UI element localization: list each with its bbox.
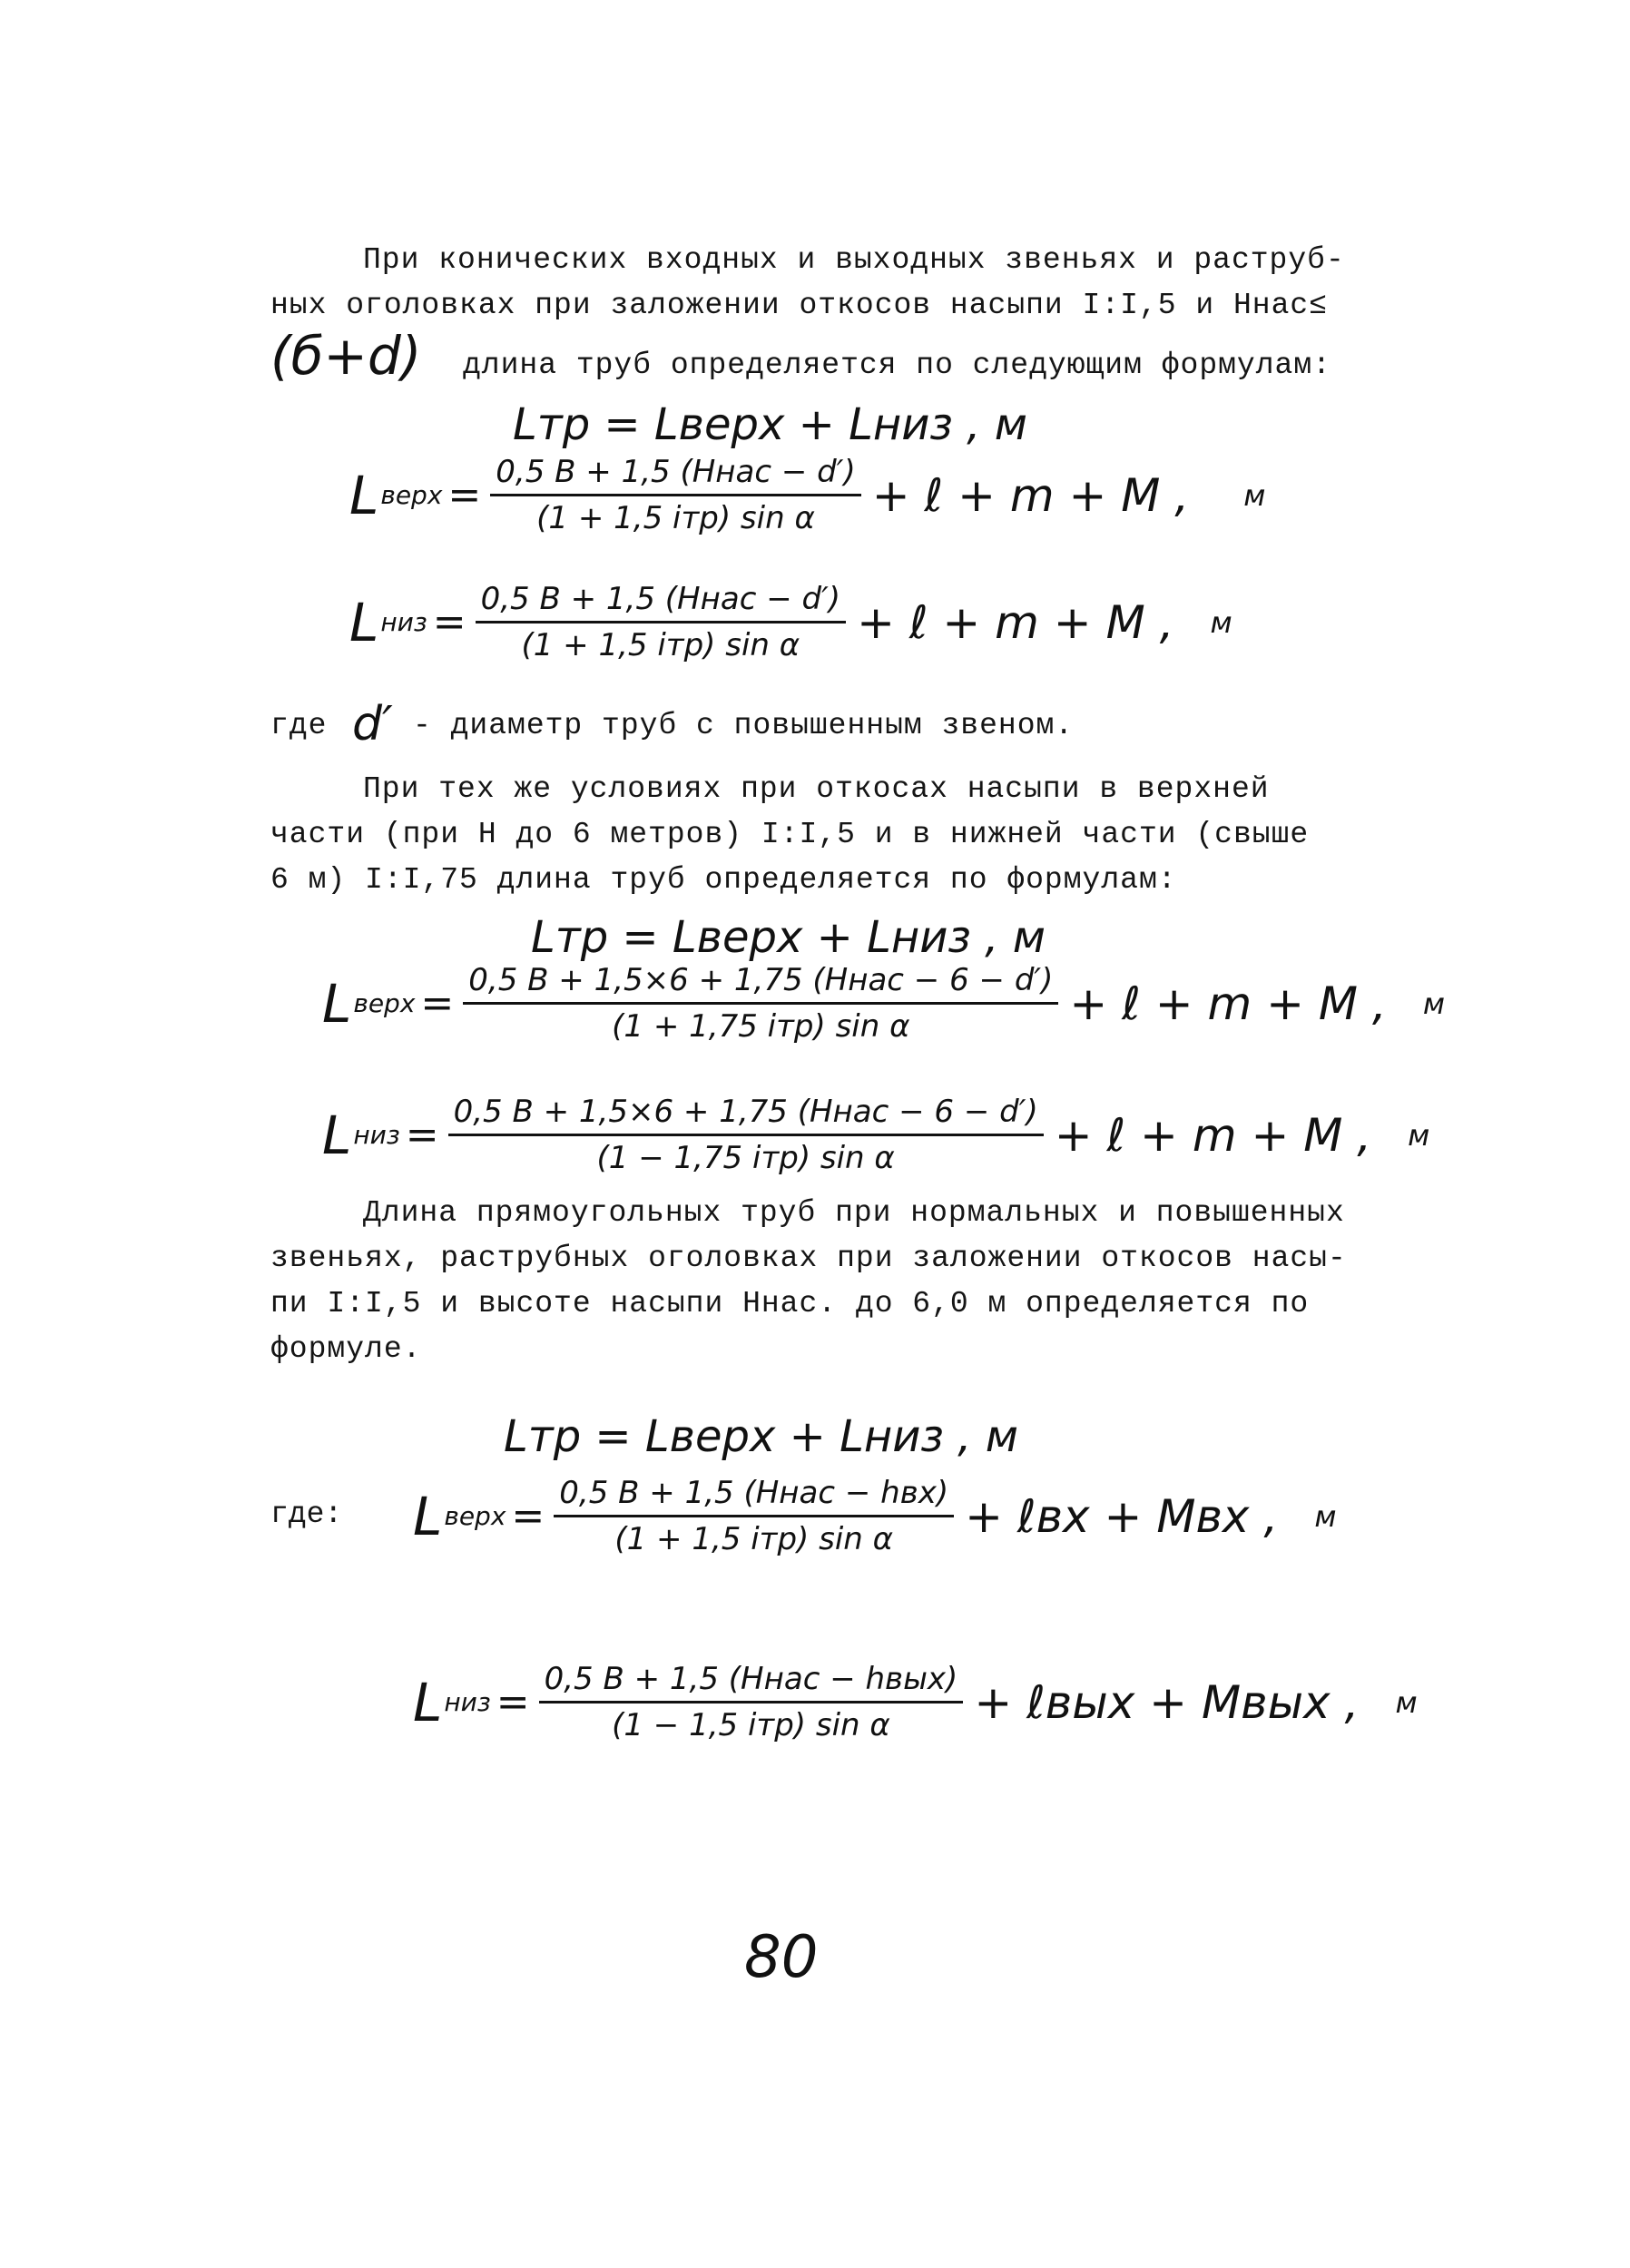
formula-1-bottom-denominator: (1 + 1,5 iтр) sin α [521,627,800,663]
formula-1-bottom-tail: + ℓ + m + M , [857,595,1174,649]
formula-2-top: L верх = $\frac{\text{0,5 B + 1,5×6 + 1,75 (Hнас − 6 − d′)}}{\text{(1 + 1,75 iтр) sin α}}$ + ℓ + m + M , м [322,962,1445,1045]
formula-2-bottom-numerator: 0,5 B + 1,5×6 + 1,75 (Hнас − 6 − d′) [448,1094,1044,1136]
paragraph-1-line-1: При конических входных и выходных звеньях и раструб- [363,243,1345,277]
formula-3-top-numerator: 0,5 B + 1,5 (Hнас − hвх) [554,1475,954,1517]
paragraph-3-line-3: пи I:I,5 и высоте насыпи Hнас. до 6,0 м определяется по [270,1287,1310,1321]
formula-2-bottom: L низ = $\frac{\text{0,5 B + 1,5×6 + 1,75 (Hнас − 6 − d′)}}{\text{(1 − 1,75 iтр) sin α}}$ + ℓ + m + M , м [322,1094,1430,1176]
where-text-1: - диаметр труб с повышенным звеном. [413,709,1075,742]
formula-3-bottom-unit: м [1395,1684,1418,1720]
formula-1-bottom-unit: м [1210,604,1232,640]
where-label-1: где [270,709,328,742]
formula-2-top-numerator: 0,5 B + 1,5×6 + 1,75 (Hнас − 6 − d′) [463,962,1058,1005]
paragraph-3-line-1: Длина прямоугольных труб при нормальных и повышенных [363,1196,1345,1230]
page-number: 80 [744,1924,819,1991]
formula-3-total: Lтр = Lверх + Lниз , м [504,1411,1018,1462]
formula-1-top-tail: + ℓ + m + M , [871,468,1190,522]
formula-3-bottom-sub: низ [444,1687,491,1717]
formula-2-top-sub: верх [353,988,416,1018]
formula-2-bottom-denominator: (1 − 1,75 iтр) sin α [596,1140,895,1176]
paragraph-1-line-3: длина труб определяется по следующим формулам: [463,349,1331,382]
formula-3-top-sub: верх [444,1501,506,1531]
paragraph-3-line-4: формуле. [270,1332,422,1366]
formula-1-top: L верх = $\frac{\text{0,5 B + 1,5 (Hнас − d′)}}{\text{(1 + 1,5 iтр) sin α}}$ + ℓ + m + M , м [349,454,1266,536]
formula-1-bottom-sub: низ [380,607,427,637]
formula-3-bottom-denominator: (1 − 1,5 iтр) sin α [612,1707,890,1743]
formula-3-bottom: L низ = $\frac{\text{0,5 B + 1,5 (Hнас − hвых)}}{\text{(1 − 1,5 iтр) sin α}}$ + ℓвых + Mвых , м [413,1661,1418,1743]
formula-1-bottom-numerator: 0,5 B + 1,5 (Hнас − d′) [476,581,846,623]
formula-3-bottom-lhs: L [413,1671,443,1733]
formula-2-top-unit: м [1422,986,1445,1021]
formula-2-top-tail: + ℓ + m + M , [1069,977,1387,1030]
formula-3-top: L верх = $\frac{\text{0,5 B + 1,5 (Hнас − hвх)}}{\text{(1 + 1,5 iтр) sin α}}$ + ℓвх + Mвх , м [413,1475,1337,1557]
formula-1-top-sub: верх [380,480,443,510]
where-label-2: где: [270,1497,343,1531]
paragraph-1-line-2: ных оголовках при заложении откосов насыпи I:I,5 и Hнас≤ [270,289,1328,322]
formula-2-bottom-sub: низ [353,1120,400,1150]
formula-3-top-denominator: (1 + 1,5 iтр) sin α [614,1521,894,1557]
formula-2-bottom-unit: м [1408,1117,1430,1153]
paragraph-2-line-1: При тех же условиях при откосах насыпи в верхней [363,772,1270,806]
paragraph-3-line-2: звеньях, раструбных оголовках при заложении откосов насы- [270,1242,1347,1275]
formula-3-top-lhs: L [413,1485,443,1547]
formula-1-total: Lтр = Lверх + Lниз , м [513,399,1027,450]
formula-1-top-unit: м [1243,477,1266,513]
formula-3-bottom-numerator: 0,5 B + 1,5 (Hнас − hвых) [539,1661,964,1703]
formula-2-total: Lтр = Lверх + Lниз , м [531,912,1046,963]
formula-2-bottom-tail: + ℓ + m + M , [1054,1108,1372,1162]
paragraph-2-line-3: 6 м) I:I,75 длина труб определяется по формулам: [270,863,1177,897]
where-symbol-d-prime: d′ [352,697,393,751]
formula-3-top-unit: м [1314,1498,1337,1534]
formula-3-top-tail: + ℓвх + Mвх , [965,1489,1279,1543]
formula-1-top-numerator: 0,5 B + 1,5 (Hнас − d′) [490,454,860,496]
formula-1-top-lhs: L [349,464,379,526]
formula-2-top-lhs: L [322,972,352,1035]
formula-2-top-denominator: (1 + 1,75 iтр) sin α [612,1008,910,1045]
formula-2-bottom-lhs: L [322,1104,352,1166]
handwritten-bound: (б+d) [270,325,422,387]
formula-1-top-denominator: (1 + 1,5 iтр) sin α [536,500,815,536]
paragraph-2-line-2: части (при H до 6 метров) I:I,5 и в нижней части (свыше [270,818,1310,851]
formula-1-bottom-lhs: L [349,591,379,653]
formula-3-bottom-tail: + ℓвых + Mвых , [974,1675,1360,1729]
formula-1-bottom: L низ = $\frac{\text{0,5 B + 1,5 (Hнас − d′)}}{\text{(1 + 1,5 iтр) sin α}}$ + ℓ + m + M , м [349,581,1232,663]
